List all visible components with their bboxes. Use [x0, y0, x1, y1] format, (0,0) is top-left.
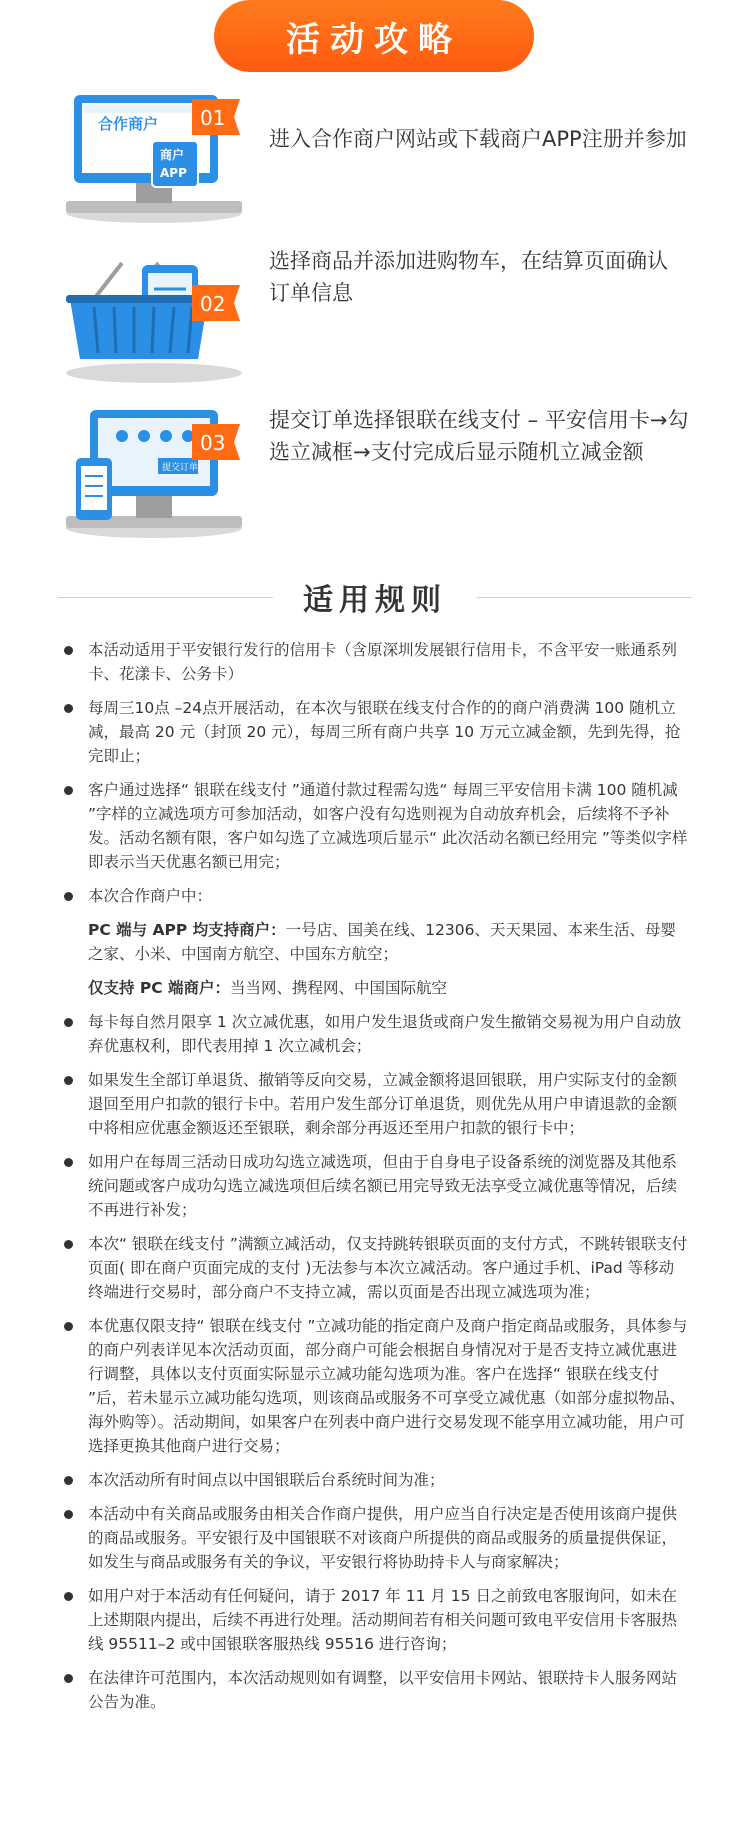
banner-title: 活动攻略	[286, 19, 462, 60]
divider	[477, 597, 692, 598]
bullet-icon	[64, 1322, 73, 1331]
bullet-icon	[64, 646, 73, 655]
rule-item	[62, 1010, 688, 1058]
rule-item	[62, 1666, 688, 1714]
rule-text: 本活动中有关商品或服务由相关合作商户提供，用户应当自行决定是否使用该商户提供的商品或服务。平安银行及中国银联不对该商户所提供的商品或服务的质量提供保证，如发生与商品或服务有关的争议，平安银行将协助持卡人与商家解决；	[88, 1505, 678, 1571]
bullet-icon	[64, 892, 73, 901]
merchant-computer-icon	[64, 95, 244, 225]
bullet-icon	[64, 1592, 73, 1601]
rule-item	[62, 884, 688, 908]
step-3	[64, 410, 704, 540]
divider	[58, 597, 273, 598]
merchant-list: 当当网、携程网、中国国际航空	[230, 979, 448, 997]
rule-text: 本次合作商户中：	[88, 887, 213, 905]
submit-order-computer-icon	[64, 410, 244, 540]
step-number: 01	[200, 106, 226, 130]
badge-line-1: 商户	[160, 148, 185, 162]
rule-item	[62, 696, 688, 768]
rule-text: 每卡每自然月限享 1 次立减优惠，如用户发生退货或商户发生撤销交易视为用户自动放弃优惠权利，即代表用掉 1 次立减机会；	[88, 1013, 682, 1055]
rule-text: 本次“ 银联在线支付 ”满额立减活动，仅支持跳转银联页面的支付方式，不跳转银联支付页面( 即在商户页面完成的支付 )无法参与本次立减活动。客户通过手机、iPad 等移动终端进行交易时，部分商户不支持立减，需以页面是否出现立减选项为准；	[88, 1235, 688, 1301]
rule-item	[62, 778, 688, 874]
rule-text: 如用户在每周三活动日成功勾选立减选项，但由于自身电子设备系统的浏览器及其他系统问题或客户成功勾选立减选项但后续名额已用完导致无法享受立减优惠等情况，后续不再进行补发；	[88, 1153, 678, 1219]
bullet-icon	[64, 1158, 73, 1167]
rule-item	[62, 1314, 688, 1458]
rule-text: 如果发生全部订单退货、撤销等反向交易，立减金额将退回银联，用户实际支付的金额退回至用户扣款的银行卡中。若用户发生部分订单退货，则优先从用户申请退款的金额中将相应优惠金额返还至银联，剩余部分再返还至用户扣款的银行卡中；	[88, 1071, 678, 1137]
step-2	[64, 249, 704, 385]
rule-text: 客户通过选择“ 银联在线支付 ”通道付款过程需勾选“ 每周三平安信用卡满 100 随机减 ”字样的立减选项方可参加活动，如客户没有勾选则视为自动放弃机会，后续将不予补发。活动名额有限，客户如勾选了立减选项后显示“ 此次活动名额已经用完 ”等类似字样即表示当天优惠名额已用完；	[88, 781, 688, 871]
rules-section-header	[0, 575, 750, 619]
step-number: 03	[200, 431, 226, 455]
rule-item	[62, 1150, 688, 1222]
merchant-list: 一号店、国美在线、12306、天天果园、本来生活、母婴之家、小米、中国南方航空、中国东方航空；	[88, 921, 676, 963]
rules-title: 适用规则	[289, 575, 461, 619]
bullet-icon	[64, 1476, 73, 1485]
submit-order-label: 提交订单	[162, 463, 199, 473]
rule-text: 本次活动所有时间点以中国银联后台系统时间为准；	[88, 1471, 445, 1489]
step-number: 02	[200, 292, 226, 316]
merchant-label: PC 端与 APP 均支持商户：	[88, 921, 286, 939]
bullet-icon	[64, 1240, 73, 1249]
merchant-label: 仅支持 PC 端商户：	[88, 979, 231, 997]
rule-item	[62, 1502, 688, 1574]
merchant-pc-app	[62, 918, 688, 966]
rule-text: 本活动适用于平安银行发行的信用卡（含原深圳发展银行信用卡，不含平安一账通系列卡、花漾卡、公务卡）	[88, 641, 678, 683]
guide-banner	[214, 0, 534, 72]
bullet-icon	[64, 704, 73, 713]
rule-text: 如用户对于本活动有任何疑问，请于 2017 年 11 月 15 日之前致电客服询问，如未在上述期限内提出，后续不再进行处理。活动期间若有相关问题可致电平安信用卡客服热线 95511–2 或中国银联客服热线 95516 进行咨询；	[88, 1587, 678, 1653]
rule-text: 在法律许可范围内，本次活动规则如有调整，以平安信用卡网站、银联持卡人服务网站公告为准。	[88, 1669, 678, 1711]
bullet-icon	[64, 1674, 73, 1683]
bullet-icon	[64, 1510, 73, 1519]
rule-item	[62, 1068, 688, 1140]
step-text: 进入合作商户网站或下载商户APP注册并参加	[269, 127, 687, 151]
step-text: 选择商品并添加进购物车，在结算页面确认订单信息	[269, 249, 668, 305]
rules-list	[62, 638, 688, 1724]
rule-item	[62, 638, 688, 686]
bullet-icon	[64, 1076, 73, 1085]
step-1	[64, 95, 704, 225]
rule-text: 每周三10点 –24点开展活动，在本次与银联在线支付合作的的商户消费满 100 随机立减，最高 20 元（封顶 20 元），每周三所有商户共享 10 万元立减金额，先到先得，抢完即止；	[88, 699, 681, 765]
screen-label: 合作商户	[98, 115, 159, 133]
step-text: 提交订单选择银联在线支付 – 平安信用卡→勾选立减框→支付完成后显示随机立减金额	[269, 408, 689, 464]
merchant-pc-only	[62, 976, 688, 1000]
rule-text: 本优惠仅限支持“ 银联在线支付 ”立减功能的指定商户及商户指定商品或服务，具体参与的商户列表详见本次活动页面，部分商户可能会根据自身情况对于是否支持立减优惠进行调整，具体以支付页面实际显示立减功能勾选项为准。客户在选择“ 银联在线支付 ”后，若未显示立减功能勾选项，则该商品或服务不可享受立减优惠（如部分虚拟物品、海外购等）。活动期间，如果客户在列表中商户进行交易发现不能享用立减功能，用户可选择更换其他商户进行交易；	[88, 1317, 688, 1455]
bullet-icon	[64, 1018, 73, 1027]
badge-line-2: APP	[160, 166, 187, 180]
rule-item	[62, 1584, 688, 1656]
shopping-basket-icon	[64, 255, 244, 385]
bullet-icon	[64, 786, 73, 795]
rule-item	[62, 1468, 688, 1492]
rule-item	[62, 1232, 688, 1304]
